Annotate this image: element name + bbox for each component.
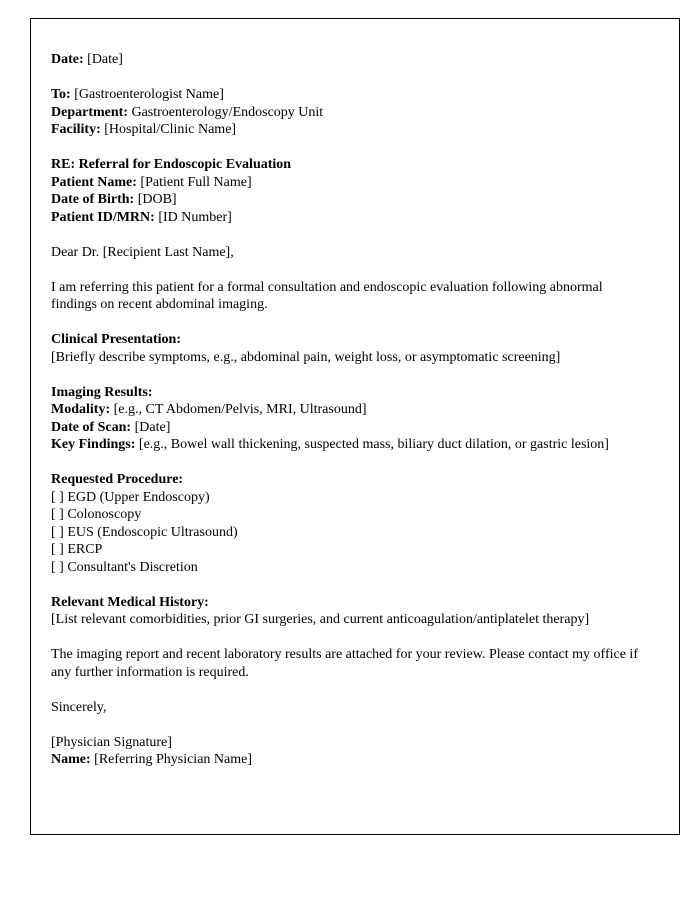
letter-text-bold: Imaging Results: xyxy=(51,384,153,400)
letter-text: [e.g., CT Abdomen/Pelvis, MRI, Ultrasound] xyxy=(110,402,367,417)
letter-line xyxy=(51,384,639,402)
letter-text-bold: Name: xyxy=(51,752,91,767)
letter-line xyxy=(51,51,639,69)
letter-text: [ ] EGD (Upper Endoscopy) xyxy=(51,489,210,505)
letter-paragraph xyxy=(51,734,639,769)
letter-paragraph xyxy=(51,51,639,69)
letter-line xyxy=(51,751,639,769)
letter-text: [ ] Consultant's Discretion xyxy=(51,559,198,575)
letter-line xyxy=(51,121,639,139)
letter-line xyxy=(51,209,639,227)
letter-line xyxy=(51,646,639,681)
letter-line xyxy=(51,489,639,507)
letter-text: The imaging report and recent laboratory results are attached for your review. Please contact my office if any further information is required. xyxy=(51,647,638,680)
letter-text: Gastroenterology/Endoscopy Unit xyxy=(127,104,324,120)
letter-line xyxy=(51,244,639,262)
letter-text-bold: RE: Referral for Endoscopic Evaluation xyxy=(51,157,292,172)
letter-text: [Date] xyxy=(131,419,171,435)
letter-text: [Referring Physician Name] xyxy=(90,752,252,767)
letter-paragraph xyxy=(51,594,639,629)
letter-paragraph xyxy=(51,156,639,226)
letter-text: [DOB] xyxy=(134,192,177,207)
letter-text: [Gastroenterologist Name] xyxy=(70,87,224,102)
letter-text-bold: Facility: xyxy=(51,122,101,137)
letter-line xyxy=(51,436,639,454)
letter-text: [Hospital/Clinic Name] xyxy=(100,122,237,137)
letter-text-bold: Relevant Medical History: xyxy=(51,594,209,610)
letter-text-bold: Requested Procedure: xyxy=(51,472,184,487)
letter-paragraph xyxy=(51,279,639,314)
letter-text-bold: Date of Birth: xyxy=(51,192,135,207)
letter-text: Dear Dr. [Recipient Last Name], xyxy=(51,244,234,260)
letter-text-bold: Date of Scan: xyxy=(51,419,132,435)
letter-text: [ ] ERCP xyxy=(51,542,103,557)
letter-text-bold: Patient Name: xyxy=(51,174,137,190)
letter-line xyxy=(51,594,639,612)
letter-text: [ID Number] xyxy=(154,209,232,225)
letter-paragraph xyxy=(51,471,639,576)
letter-line xyxy=(51,191,639,209)
letter-page xyxy=(30,18,680,835)
letter-text: [ ] EUS (Endoscopic Ultrasound) xyxy=(51,524,238,540)
letter-text-bold: To: xyxy=(51,87,71,102)
letter-line xyxy=(51,331,639,349)
letter-paragraph xyxy=(51,86,639,139)
letter-text: I am referring this patient for a formal consultation and endoscopic evaluation following abnormal findings on recent abdominal imaging. xyxy=(51,279,603,312)
letter-paragraph xyxy=(51,646,639,681)
letter-text-bold: Modality: xyxy=(51,402,111,417)
letter-line xyxy=(51,734,639,752)
letter-text-bold: Department: xyxy=(51,104,128,120)
letter-line xyxy=(51,419,639,437)
letter-text: [e.g., Bowel wall thickening, suspected mass, biliary duct dilation, or gastric lesion] xyxy=(135,437,609,452)
letter-text: [List relevant comorbidities, prior GI surgeries, and current anticoagulation/antiplatelet therapy] xyxy=(51,612,590,627)
letter-line xyxy=(51,156,639,174)
letter-text-bold: Date: xyxy=(51,52,84,67)
letter-line xyxy=(51,471,639,489)
letter-line xyxy=(51,401,639,419)
letter-line xyxy=(51,349,639,367)
letter-text: [ ] Colonoscopy xyxy=(51,507,142,522)
letter-text-bold: Clinical Presentation: xyxy=(51,332,182,347)
letter-paragraph xyxy=(51,244,639,262)
letter-paragraph xyxy=(51,384,639,454)
letter-text: [Briefly describe symptoms, e.g., abdominal pain, weight loss, or asymptomatic screening] xyxy=(51,349,561,365)
letter-paragraph xyxy=(51,331,639,366)
letter-text: [Patient Full Name] xyxy=(136,174,252,190)
letter-text: [Date] xyxy=(83,52,123,67)
letter-line xyxy=(51,524,639,542)
letter-line xyxy=(51,541,639,559)
letter-text: [Physician Signature] xyxy=(51,734,172,750)
letter-line xyxy=(51,86,639,104)
letter-paragraph xyxy=(51,699,639,717)
letter-line xyxy=(51,104,639,122)
letter-line xyxy=(51,699,639,717)
letter-body xyxy=(51,51,639,769)
letter-line xyxy=(51,559,639,577)
letter-line xyxy=(51,611,639,629)
letter-line xyxy=(51,174,639,192)
letter-text: Sincerely, xyxy=(51,699,107,715)
letter-line xyxy=(51,506,639,524)
letter-text-bold: Patient ID/MRN: xyxy=(51,209,155,225)
letter-text-bold: Key Findings: xyxy=(51,437,136,452)
letter-line xyxy=(51,279,639,314)
